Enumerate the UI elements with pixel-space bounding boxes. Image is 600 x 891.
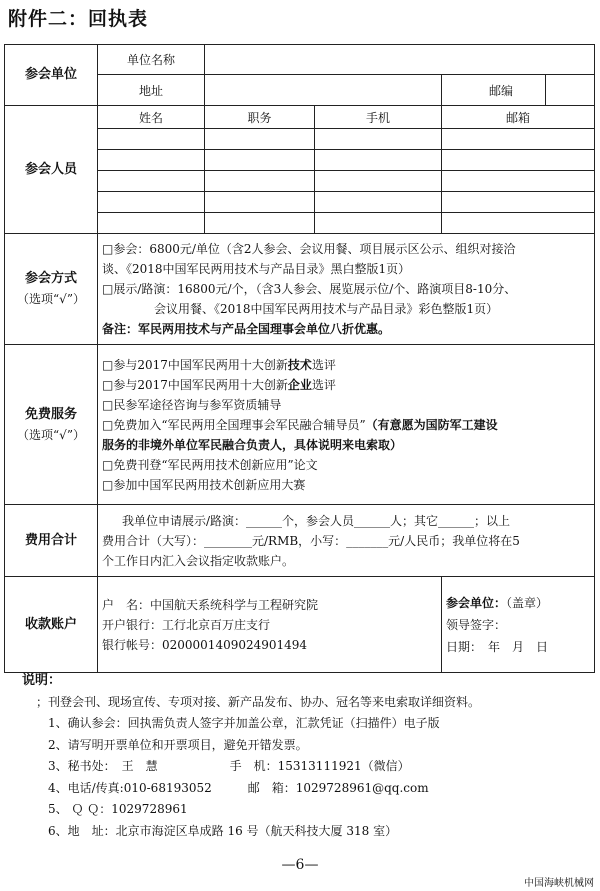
postcode-cell bbox=[442, 75, 595, 106]
people-cell[interactable] bbox=[442, 150, 595, 171]
people-cell[interactable] bbox=[205, 171, 315, 192]
address-field[interactable] bbox=[205, 75, 442, 106]
seal-note: （盖章） bbox=[506, 595, 549, 610]
method-discount-note: 备注：军民两用技术与产品全国理事会单位八折优惠。 bbox=[102, 322, 391, 336]
notes-line-0: ；刊登会刊、现场宣传、专项对接、新产品发布、协办、冠名等来电索取详细资料。 bbox=[36, 694, 481, 709]
free-option-paper[interactable]: □免费刊登“军民两用技术创新应用”论文 bbox=[102, 457, 318, 472]
sign-date[interactable]: 日期： 年 月 日 bbox=[446, 639, 549, 654]
notes-line-3: 3、秘书处： 王 慧 手 机：15313111921（微信） bbox=[48, 759, 410, 773]
unit-section-label: 参会单位 bbox=[5, 45, 98, 106]
people-cell[interactable] bbox=[205, 150, 315, 171]
people-cell[interactable] bbox=[98, 129, 205, 150]
people-section-label: 参会人员 bbox=[5, 106, 98, 234]
free-section-title: 免费服务 bbox=[24, 406, 77, 422]
account-info bbox=[98, 577, 442, 673]
method-section-title: 参会方式 bbox=[24, 271, 77, 286]
people-cell[interactable] bbox=[98, 213, 205, 234]
people-header-title: 职务 bbox=[205, 106, 315, 129]
notes-line-4: 4、电话/传真:010-68193052 邮 箱：1029728961@qq.com bbox=[48, 780, 429, 795]
people-cell[interactable] bbox=[98, 171, 205, 192]
people-header-email: 邮箱 bbox=[442, 106, 595, 129]
notes-line-6: 6、地 址：北京市海淀区阜成路 16 号（航天科技大厦 318 室） bbox=[48, 823, 398, 838]
postcode-label: 邮编 bbox=[489, 83, 514, 98]
fee-line-1[interactable]: 我单位申请展示/路演：______个，参会人员______人；其它______；以上 bbox=[122, 513, 511, 528]
seal-label: 参会单位： bbox=[446, 595, 507, 610]
free-option-tech-award[interactable]: □参与2017中国军民两用十大创新技术选评 bbox=[102, 357, 336, 372]
free-section-hint: （选项“√”） bbox=[17, 427, 85, 442]
fee-section-label: 费用合计 bbox=[5, 505, 98, 577]
page-title: 附件二：回执表 bbox=[8, 8, 149, 30]
notes-section bbox=[22, 670, 594, 842]
method-option-attend[interactable]: □参会：6800元/单位（含2人参会、会议用餐、项目展示区公示、组织对接洽 bbox=[102, 242, 516, 256]
free-option-contest[interactable]: □参加中国军民两用技术创新应用大赛 bbox=[102, 477, 306, 492]
reply-form-table bbox=[4, 44, 595, 673]
method-options bbox=[98, 234, 595, 345]
address-label: 地址 bbox=[98, 75, 205, 106]
fee-line-3: 个工作日内汇入会议指定收款账户。 bbox=[102, 553, 295, 568]
fee-line-2[interactable]: 费用合计（大写）：________元/RMB，小写：_______元/人民币；我单位将在5 bbox=[102, 533, 520, 548]
free-section-label bbox=[5, 345, 98, 505]
method-option-exhibit[interactable]: □展示/路演：16800元/个，（含3人参会、展览展示位/个、路演项目8-10分、 bbox=[102, 282, 517, 296]
fee-summary bbox=[98, 505, 595, 577]
account-bank: 开户银行：工行北京百万庄支行 bbox=[102, 617, 271, 632]
postcode-field[interactable] bbox=[545, 75, 594, 105]
unit-name-label: 单位名称 bbox=[98, 45, 205, 75]
leader-signature[interactable]: 领导签字： bbox=[446, 617, 507, 632]
method-option-exhibit-detail: 会议用餐、《2018中国军民两用技术与产品目录》彩色整版1页） bbox=[154, 302, 499, 316]
people-cell[interactable] bbox=[205, 129, 315, 150]
people-cell[interactable] bbox=[315, 213, 442, 234]
page-number: —6— bbox=[281, 857, 319, 873]
people-cell[interactable] bbox=[442, 171, 595, 192]
unit-name-field[interactable] bbox=[205, 45, 595, 75]
people-cell[interactable] bbox=[205, 192, 315, 213]
people-cell[interactable] bbox=[442, 213, 595, 234]
free-services bbox=[98, 345, 595, 505]
method-option-attend-detail: 谈、《2018中国军民两用技术与产品目录》黑白整版1页） bbox=[102, 262, 411, 276]
people-cell[interactable] bbox=[315, 150, 442, 171]
account-number: 银行帐号：0200001409024901494 bbox=[102, 637, 308, 652]
people-cell[interactable] bbox=[442, 192, 595, 213]
free-option-counselor-detail: 服务的非境外单位军民融合负责人，具体说明来电索取） bbox=[102, 437, 403, 452]
account-name: 户 名：中国航天系统科学与工程研究院 bbox=[102, 597, 319, 612]
account-section-label: 收款账户 bbox=[5, 577, 98, 673]
people-header-mobile: 手机 bbox=[315, 106, 442, 129]
people-header-name: 姓名 bbox=[98, 106, 205, 129]
people-cell[interactable] bbox=[315, 192, 442, 213]
people-cell[interactable] bbox=[98, 150, 205, 171]
free-option-enterprise-award[interactable]: □参与2017中国军民两用十大创新企业选评 bbox=[102, 377, 336, 392]
free-option-consulting[interactable]: □民参军途径咨询与参军资质辅导 bbox=[102, 397, 282, 412]
notes-line-5: 5、 Ｑ Ｑ：1029728961 bbox=[48, 802, 188, 816]
method-section-label bbox=[5, 234, 98, 345]
seal-area bbox=[442, 577, 595, 673]
notes-heading: 说明： bbox=[22, 673, 62, 688]
watermark: 中国海峡机械网 bbox=[524, 878, 594, 889]
method-section-hint: （选项“√”） bbox=[17, 292, 85, 306]
people-cell[interactable] bbox=[442, 129, 595, 150]
people-cell[interactable] bbox=[205, 213, 315, 234]
notes-line-2: 2、请写明开票单位和开票项目，避免开错发票。 bbox=[48, 737, 308, 752]
people-cell[interactable] bbox=[315, 129, 442, 150]
notes-line-1: 1、确认参会：回执需负责人签字并加盖公章，汇款凭证（扫描件）电子版 bbox=[48, 716, 440, 730]
free-option-counselor[interactable]: □免费加入“军民两用全国理事会军民融合辅导员”（有意愿为国防军工建设 bbox=[102, 417, 498, 432]
people-cell[interactable] bbox=[98, 192, 205, 213]
people-cell[interactable] bbox=[315, 171, 442, 192]
